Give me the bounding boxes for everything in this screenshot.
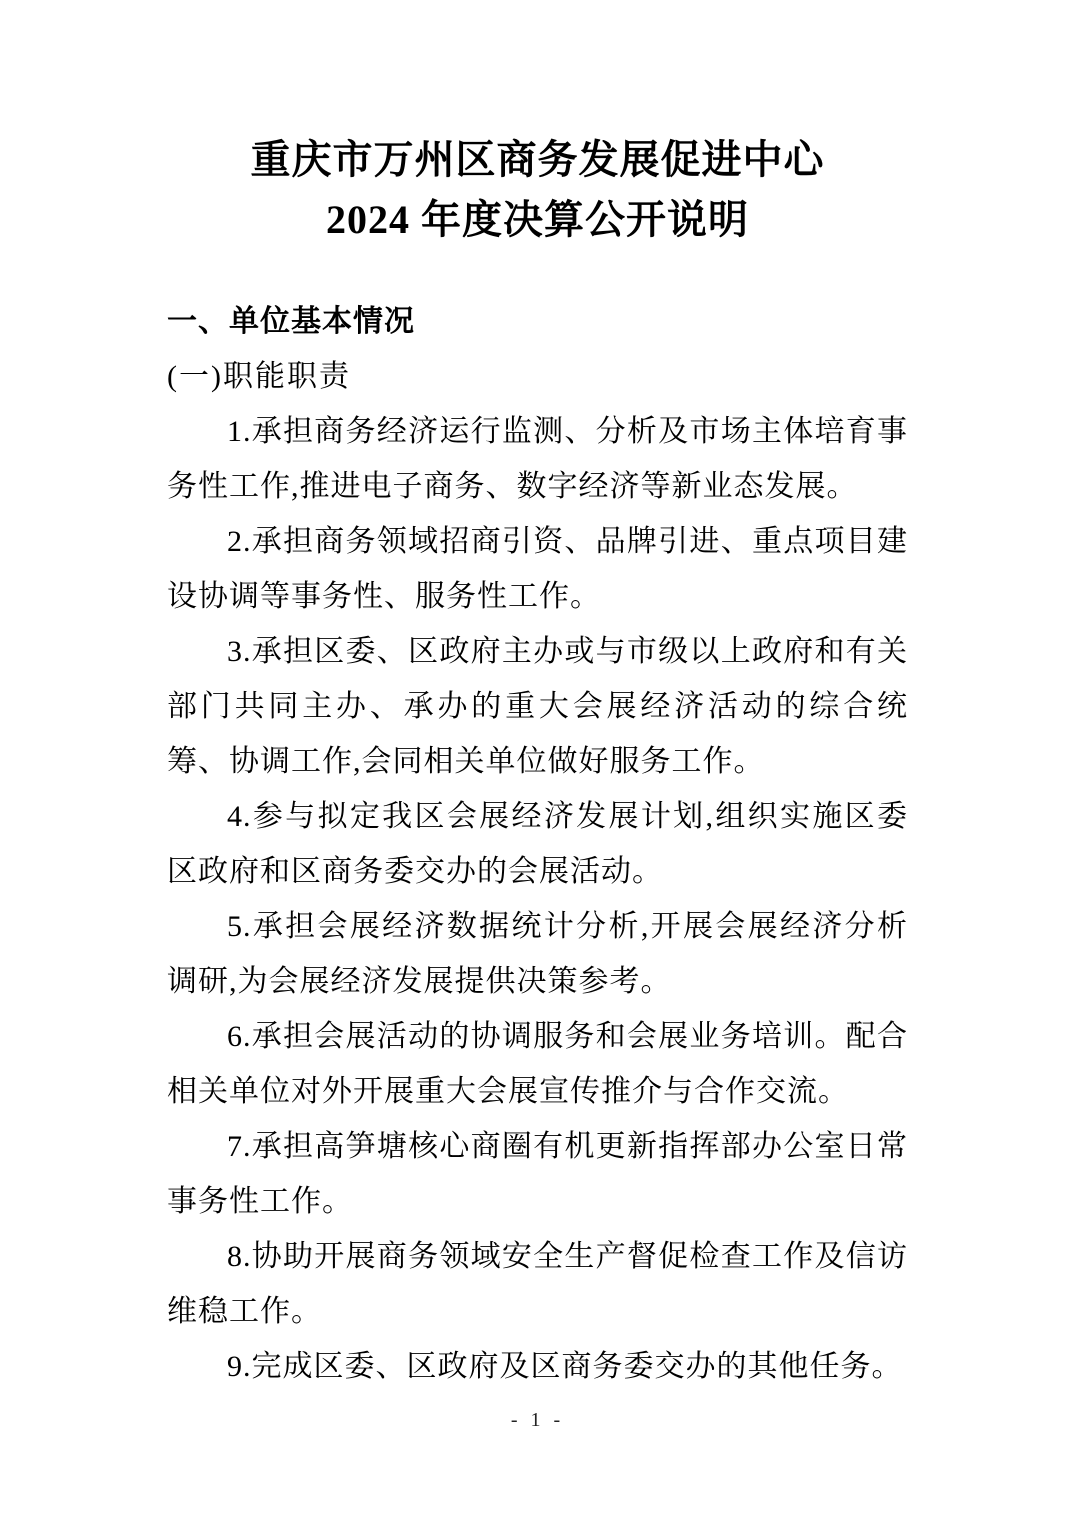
- paragraph-5: 5.承担会展经济数据统计分析,开展会展经济分析调研,为会展经济发展提供决策参考。: [167, 910, 908, 998]
- document-title-line2: 2024 年度决算公开说明: [326, 197, 749, 242]
- document-title-line1: 重庆市万州区商务发展促进中心: [250, 137, 825, 182]
- paragraph-8: 8.协助开展商务领域安全生产督促检查工作及信访维稳工作。: [167, 1240, 908, 1328]
- subsection-heading-functions-duties: (一)职能职责: [167, 360, 351, 393]
- document-title: [167, 130, 908, 250]
- section-heading-unit-basic-info: 一、单位基本情况: [167, 305, 415, 338]
- paragraph-6: 6.承担会展活动的协调服务和会展业务培训。配合相关单位对外开展重大会展宣传推介与合作交流。: [167, 1020, 908, 1108]
- paragraph-7: 7.承担高笋塘核心商圈有机更新指挥部办公室日常事务性工作。: [167, 1130, 908, 1218]
- document-content: [167, 0, 908, 1394]
- paragraph-2: 2.承担商务领域招商引资、品牌引进、重点项目建设协调等事务性、服务性工作。: [167, 525, 908, 613]
- paragraph-3: 3.承担区委、区政府主办或与市级以上政府和有关部门共同主办、承办的重大会展经济活动的综合统筹、协调工作,会同相关单位做好服务工作。: [167, 635, 908, 778]
- paragraph-4: 4.参与拟定我区会展经济发展计划,组织实施区委区政府和区商务委交办的会展活动。: [167, 800, 908, 888]
- page-number: - 1 -: [510, 1409, 565, 1431]
- paragraph-1: 1.承担商务经济运行监测、分析及市场主体培育事务性工作,推进电子商务、数字经济等新业态发展。: [167, 415, 908, 503]
- paragraph-9: 9.完成区委、区政府及区商务委交办的其他任务。: [227, 1350, 903, 1383]
